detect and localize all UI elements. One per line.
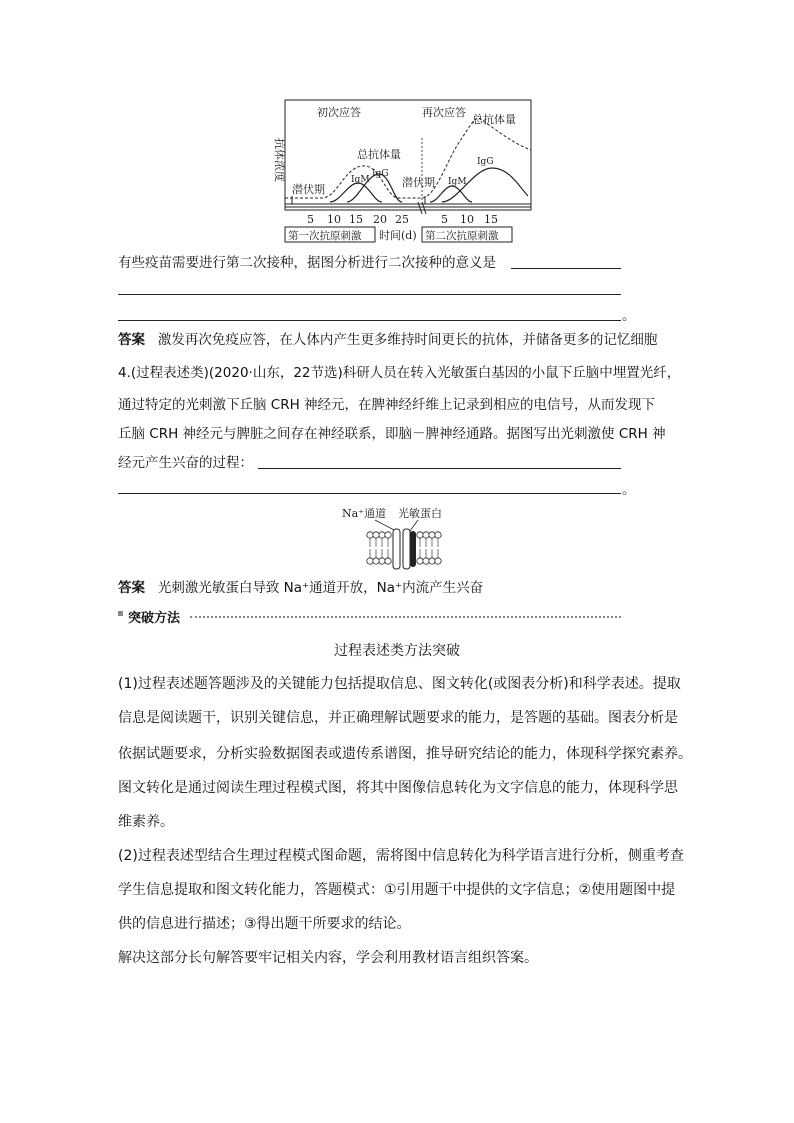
- method-p1-line4: 图文转化是通过阅读生理过程模式图，将其中图像信息转化为文字信息的能力，体现科学思: [118, 780, 678, 796]
- pointer-protein: [410, 520, 418, 531]
- tick-1-3: 20: [373, 213, 387, 226]
- label-na-channel: Na⁺通道: [342, 507, 386, 520]
- tick-1-1: 10: [327, 213, 341, 226]
- pointer-channel: [375, 520, 396, 531]
- q3-answer-blank-3[interactable]: [118, 320, 621, 321]
- tick-1-0: 5: [307, 213, 314, 226]
- method-p3: 解决这部分长句解答要牢记相关内容，学会利用教材语言组织答案。: [118, 950, 538, 966]
- igm-curve-1: [330, 183, 382, 202]
- method-p2-line2: 学生信息提取和图文转化能力，答题模式：①引用题干中提供的文字信息；②使用题图中提: [118, 882, 676, 898]
- label-latent-1: 潜伏期: [292, 183, 325, 196]
- antibody-response-figure: [262, 98, 552, 248]
- q3-prompt: [118, 253, 496, 273]
- q4-answer-blank-1[interactable]: [258, 468, 621, 469]
- na-channel-protein-b: [403, 529, 410, 569]
- figure-xlabel: 时间(d): [379, 229, 417, 242]
- label-total-antibody-2: 总抗体量: [472, 113, 516, 126]
- label-light-protein: 光敏蛋白: [398, 507, 442, 520]
- q3-answer-text: 激发再次免疫应答，在人体内产生更多维持时间更长的抗体，并储备更多的记忆细胞: [157, 332, 658, 348]
- method-p1-line2: 信息是阅读题干，识别关键信息，并正确理解试题要求的能力，是答题的基础。图表分析是: [118, 710, 678, 726]
- tick-1-2: 15: [349, 213, 363, 226]
- x-ticks-1: [307, 213, 409, 226]
- stim-label-1: 第一次抗原刺激: [288, 230, 362, 242]
- label-igg-2: IgG: [477, 157, 494, 167]
- method-p2-line1: (2)过程表述型结合生理过程模式图命题，需将图中信息转化为科学语言进行分析，侧重考查: [118, 848, 684, 864]
- method-title: 过程表述类方法突破: [334, 643, 460, 659]
- label-total-antibody-1: 总抗体量: [357, 148, 401, 161]
- label-secondary-response: 再次应答: [422, 106, 466, 119]
- tick-2-1: 10: [460, 213, 474, 226]
- q3-end-mark: 。: [622, 308, 636, 324]
- method-p2-line3: 供的信息进行描述；③得出题干所要求的结论。: [118, 916, 411, 932]
- label-primary-response: 初次应答: [317, 106, 361, 119]
- method-p1-line1: (1)过程表述题答题涉及的关键能力包括提取信息、图文转化(或图表分析)和科学表述。提取: [118, 676, 681, 692]
- q3-answer: [118, 330, 657, 350]
- tick-2-0: 5: [441, 213, 448, 226]
- q4-line-3: 丘脑 CRH 神经元与脾脏之间存在神经联系，即脑－脾神经通路。据图写出光刺激使 CRH 神: [118, 426, 666, 442]
- label-latent-2: 潜伏期: [402, 176, 435, 189]
- q4-answer-label: 答案: [118, 580, 145, 596]
- q3-prompt-text: 有些疫苗需要进行第二次接种，据图分析进行二次接种的意义是: [118, 255, 496, 271]
- section-title: 突破方法: [128, 611, 181, 626]
- tick-1-4: 25: [395, 213, 409, 226]
- section-rule: [190, 616, 621, 618]
- stim-label-2: 第二次抗原刺激: [425, 230, 499, 242]
- section-bullet: [118, 609, 128, 619]
- q4-line-4: 经元产生兴奋的过程：: [118, 455, 253, 471]
- x-ticks-2: [441, 213, 498, 226]
- label-igg-1: IgG: [372, 169, 389, 179]
- q4-answer-text: 光刺激光敏蛋白导致 Na⁺通道开放，Na⁺内流产生兴奋: [157, 580, 484, 596]
- method-p1-line3: 依据试题要求，分析实验数据图表或遗传系谱图，推导研究结论的能力，体现科学探究素养。: [118, 746, 692, 762]
- q3-answer-blank-1[interactable]: [511, 268, 621, 269]
- label-igm-2: IgM: [448, 177, 467, 187]
- q4-answer: [118, 578, 483, 598]
- q3-answer-blank-2[interactable]: [118, 294, 621, 295]
- igm-curve-2: [430, 186, 472, 202]
- q4-answer-blank-2[interactable]: [118, 493, 621, 494]
- method-p1-line5: 维素养。: [118, 814, 174, 830]
- membrane-figure: [340, 505, 465, 573]
- q4-end-mark: 。: [622, 482, 636, 498]
- lipid-bilayer-left: [367, 532, 379, 564]
- figure-ylabel: 抗体浓度: [273, 138, 286, 182]
- q4-line-1: 4.(过程表述类)(2020·山东，22节选)科研人员在转入光敏蛋白基因的小鼠下丘脑中埋置光纤，: [118, 365, 681, 381]
- tick-2-2: 15: [484, 213, 498, 226]
- q3-answer-label: 答案: [118, 332, 145, 348]
- label-igm-1: IgM: [351, 175, 370, 185]
- light-sensitive-protein: [410, 531, 416, 567]
- q4-line-2: 通过特定的光刺激下丘脑 CRH 神经元，在脾神经纤维上记录到相应的电信号，从而发现下: [118, 397, 656, 413]
- na-channel-protein-a: [393, 529, 400, 569]
